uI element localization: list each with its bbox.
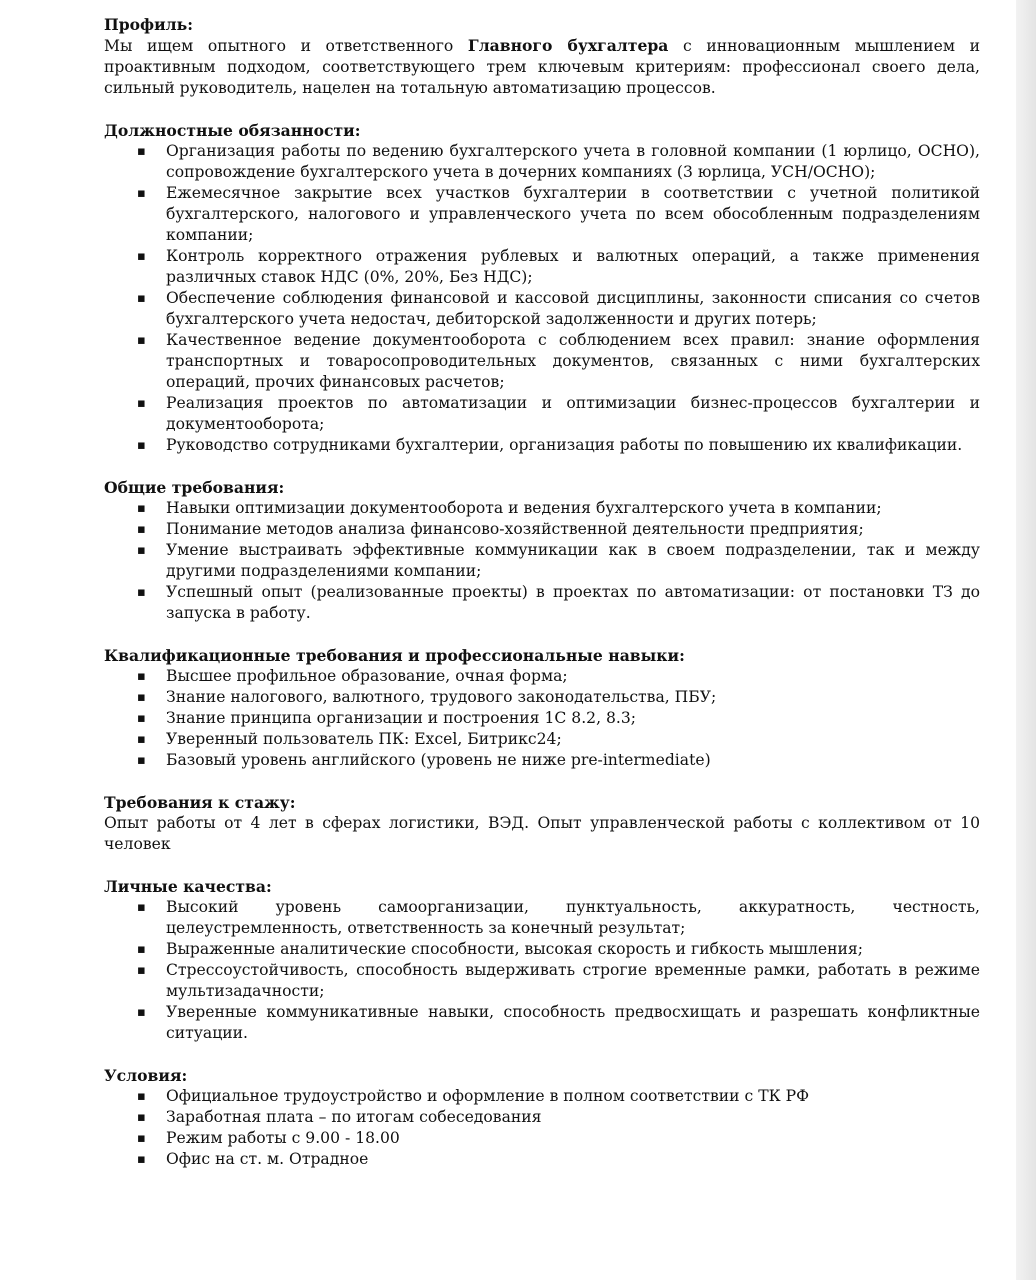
bullet-icon: ▪ [137,585,146,600]
list-item-text: Офис на ст. м. Отрадное [166,1150,369,1168]
bullet-icon: ▪ [137,753,146,768]
list-item-text: Руководство сотрудниками бухгалтерии, организация работы по повышению их квалификации. [166,436,963,454]
profile-position-title: Главного бухгалтера [467,36,669,55]
bullet-icon: ▪ [137,690,146,705]
bullet-icon: ▪ [137,1152,146,1167]
page-edge-shadow [1016,0,1036,1280]
profile-heading: Профиль: [104,15,193,34]
conditions-section [104,1065,980,1170]
general-requirements-heading: Общие требования: [104,478,285,497]
qualification-list [104,666,980,771]
list-item-text: Организация работы по ведению бухгалтерского учета в головной компании (1 юрлицо, ОСНО), сопровождение бухгалтерского учета в дочерних компаниях (3 юрлица, УСН/ОСНО); [166,142,980,181]
list-item [104,246,980,288]
document-page [104,14,980,1191]
profile-text [104,35,980,99]
bullet-icon: ▪ [137,396,146,411]
list-item [104,141,980,183]
bullet-icon: ▪ [137,333,146,348]
list-item-text: Понимание методов анализа финансово-хозяйственной деятельности предприятия; [166,520,864,538]
list-item-text: Качественное ведение документооборота с соблюдением всех правил: знание оформления транспортных и товаросопроводительных документов, связанных с ними бухгалтерских операций, прочих финансовых расчетов; [166,331,980,391]
bullet-icon: ▪ [137,900,146,915]
list-item [104,897,980,939]
list-item [104,435,980,456]
bullet-icon: ▪ [137,249,146,264]
conditions-heading: Условия: [104,1066,188,1085]
duties-list [104,141,980,456]
list-item-text: Успешный опыт (реализованные проекты) в проектах по автоматизации: от постановки ТЗ до запуска в работу. [166,583,980,622]
bullet-icon: ▪ [137,732,146,747]
list-item [104,183,980,246]
list-item [104,750,980,771]
general-requirements-section [104,477,980,624]
list-item [104,393,980,435]
qualification-heading: Квалификационные требования и профессиональные навыки: [104,646,685,665]
experience-text: Опыт работы от 4 лет в сферах логистики, ВЭД. Опыт управленческой работы с коллективом от 10 человек [104,814,980,853]
profile-text-end: с инновационным мышлением и проактивным подходом, соответствующего трем ключевым критериям: профессионал своего дела, сильный руководитель, нацелен на тотальную автоматизацию процессов. [104,37,980,97]
bullet-icon: ▪ [137,144,146,159]
bullet-icon: ▪ [137,711,146,726]
bullet-icon: ▪ [137,522,146,537]
list-item-text: Выраженные аналитические способности, высокая скорость и гибкость мышления; [166,940,863,958]
list-item-text: Ежемесячное закрытие всех участков бухгалтерии в соответствии с учетной политикой бухгалтерского, налогового и управленческого учета по всем обособленным подразделениям компании; [166,184,980,244]
bullet-icon: ▪ [137,501,146,516]
conditions-list [104,1086,980,1170]
bullet-icon: ▪ [137,1089,146,1104]
list-item-text: Контроль корректного отражения рублевых и валютных операций, а также применения различных ставок НДС (0%, 20%, Без НДС); [166,247,980,286]
profile-text-start: Мы ищем опытного и ответственного [104,37,468,55]
list-item [104,1149,980,1170]
list-item [104,1128,980,1149]
personal-qualities-section [104,876,980,1044]
experience-heading: Требования к стажу: [104,793,296,812]
list-item-text: Заработная плата – по итогам собеседования [166,1108,542,1126]
list-item-text: Высшее профильное образование, очная форма; [166,667,568,685]
list-item-text: Навыки оптимизации документооборота и ведения бухгалтерского учета в компании; [166,499,882,517]
bullet-icon: ▪ [137,1131,146,1146]
bullet-icon: ▪ [137,963,146,978]
experience-section [104,792,980,855]
list-item-text: Обеспечение соблюдения финансовой и кассовой дисциплины, законности списания со счетов бухгалтерского учета недостач, дебиторской задолженности и других потерь; [166,289,980,328]
duties-heading: Должностные обязанности: [104,121,361,140]
list-item [104,708,980,729]
list-item [104,498,980,519]
list-item-text: Умение выстраивать эффективные коммуникации как в своем подразделении, так и между другими подразделениями компании; [166,541,980,580]
general-requirements-list [104,498,980,624]
profile-section [104,14,980,99]
list-item [104,960,980,1002]
bullet-icon: ▪ [137,669,146,684]
list-item [104,1107,980,1128]
list-item [104,666,980,687]
bullet-icon: ▪ [137,942,146,957]
list-item [104,729,980,750]
list-item-text: Стрессоустойчивость, способность выдерживать строгие временные рамки, работать в режиме мультизадачности; [166,961,980,1000]
list-item [104,519,980,540]
bullet-icon: ▪ [137,1110,146,1125]
list-item-text: Режим работы с 9.00 - 18.00 [166,1129,400,1147]
list-item [104,540,980,582]
bullet-icon: ▪ [137,186,146,201]
list-item-text: Официальное трудоустройство и оформление в полном соответствии с ТК РФ [166,1087,810,1105]
duties-section [104,120,980,456]
list-item [104,687,980,708]
list-item-text: Высокий уровень самоорганизации, пунктуальность, аккуратность, честность, целеустремленность, ответственность за конечный результат; [166,898,980,937]
personal-qualities-heading: Личные качества: [104,877,272,896]
list-item [104,288,980,330]
qualification-section [104,645,980,771]
personal-qualities-list [104,897,980,1044]
list-item-text: Уверенные коммуникативные навыки, способность предвосхищать и разрешать конфликтные ситуации. [166,1003,980,1042]
bullet-icon: ▪ [137,1005,146,1020]
list-item [104,1002,980,1044]
list-item-text: Базовый уровень английского (уровень не ниже pre-intermediate) [166,751,711,769]
bullet-icon: ▪ [137,543,146,558]
bullet-icon: ▪ [137,291,146,306]
list-item [104,939,980,960]
list-item [104,330,980,393]
list-item-text: Уверенный пользователь ПК: Excel, Битрикс24; [166,730,562,748]
bullet-icon: ▪ [137,438,146,453]
list-item-text: Знание принципа организации и построения 1С 8.2, 8.3; [166,709,637,727]
list-item-text: Реализация проектов по автоматизации и оптимизации бизнес-процессов бухгалтерии и документооборота; [166,394,980,433]
list-item-text: Знание налогового, валютного, трудового законодательства, ПБУ; [166,688,717,706]
list-item [104,582,980,624]
list-item [104,1086,980,1107]
